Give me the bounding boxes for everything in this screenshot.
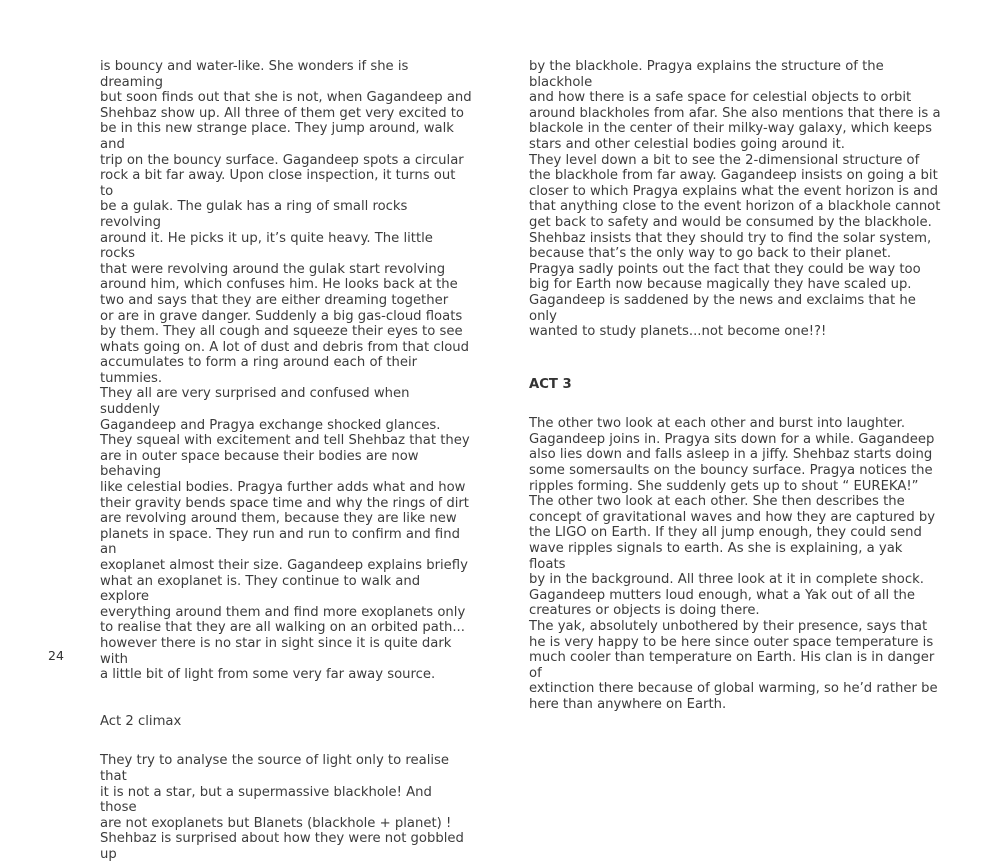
left-column xyxy=(100,59,472,863)
right-column xyxy=(529,59,941,713)
act3-heading: ACT 3 xyxy=(529,376,572,392)
left-paragraph-1: is bouncy and water-like. She wonders if she is dreaming but soon finds out that she is not, when Gagandeep and Shehbaz show up. All three of them get very excited to be in this new strange place. They jump around, walk and trip on the bouncy surface. Gagandeep spots a circular rock a bit far away. Upon close inspection, it turns out to be a gulak. The gulak has a ring of small rocks revolving around it. He picks it up, it’s quite heavy. The little rocks that were revolving around the gulak start revolving around him, which confuses him. He looks back at the two and says that they are either dreaming together or are in grave danger. Suddenly a big gas-cloud floats by them. They all cough and squeeze their eyes to see whats going on. A lot of dust and debris from that cloud accumulates to form a ring around each of their tummies. They all are very surprised and confused when suddenly Gagandeep and Pragya exchange shocked glances. They squeal with excitement and tell Shehbaz that they are in outer space because their bodies are now behaving like celestial bodies. Pragya further adds what and how their gravity bends space time and why the rings of dirt are revolving around them, because they are like new planets in space. They run and run to confirm and find an exoplanet almost their size. Gagandeep explains briefly what an exoplanet is. They continue to walk and explore everything around them and find more exoplanets only to realise that they are all walking on an orbited path... however there is no star in sight since it is quite dark with a little bit of light from some very far away source. xyxy=(100,59,472,683)
page-number: 24 xyxy=(48,648,64,663)
spacer xyxy=(100,683,472,714)
right-paragraph-2: The other two look at each other and burst into laughter. Gagandeep joins in. Pragya sits down for a while. Gagandeep also lies down and falls asleep in a jiffy. Shehbaz starts doing some somersaults on the bouncy surface. Pragya notices the ripples forming. She suddenly gets up to shout “ EUREKA!” The other two look at each other. She then describes the concept of gravitational waves and how they are captured by the LIGO on Earth. If they all jump enough, they could send wave ripples signals to earth. As she is explaining, a yak floats by in the background. All three look at it in complete shock. Gagandeep mutters loud enough, what a Yak out of all the creatures or objects is doing there. The yak, absolutely unbothered by their presence, says that he is very happy to be here since outer space temperature is much cooler than temperature on Earth. His clan is in danger of extinction there because of global warming, so he’d rather be here than anywhere on Earth. xyxy=(529,416,938,712)
spacer xyxy=(100,729,472,753)
spacer xyxy=(529,340,941,377)
spacer xyxy=(529,392,941,416)
act2-climax-heading: Act 2 climax xyxy=(100,713,182,729)
right-paragraph-1: by the blackhole. Pragya explains the structure of the blackhole and how there is a safe space for celestial objects to orbit around blackholes from afar. She also mentions that there is a blackole in the center of their milky-way galaxy, which keeps stars and other celestial bodies going around it. They level down a bit to see the 2-dimensional structure of the blackhole from far away. Gagandeep insists on going a bit closer to which Pragya explains what the event horizon is and that anything close to the event horizon of a blackhole cannot get back to safety and would be consumed by the blackhole. Shehbaz insists that they should try to find the solar system, because that’s the only way to go back to their planet. Pragya sadly points out the fact that they could be way too big for Earth now because magically they have scaled up. Gagandeep is saddened by the news and exclaims that he only wanted to study planets...not become one!?! xyxy=(529,59,941,340)
left-paragraph-2: They try to analyse the source of light only to realise that it is not a star, but a supermassive blackhole! And those are not exoplanets but Blanets (blackhole + planet) ! Shehbaz is surprised about how they were not gobbled up xyxy=(100,753,464,862)
